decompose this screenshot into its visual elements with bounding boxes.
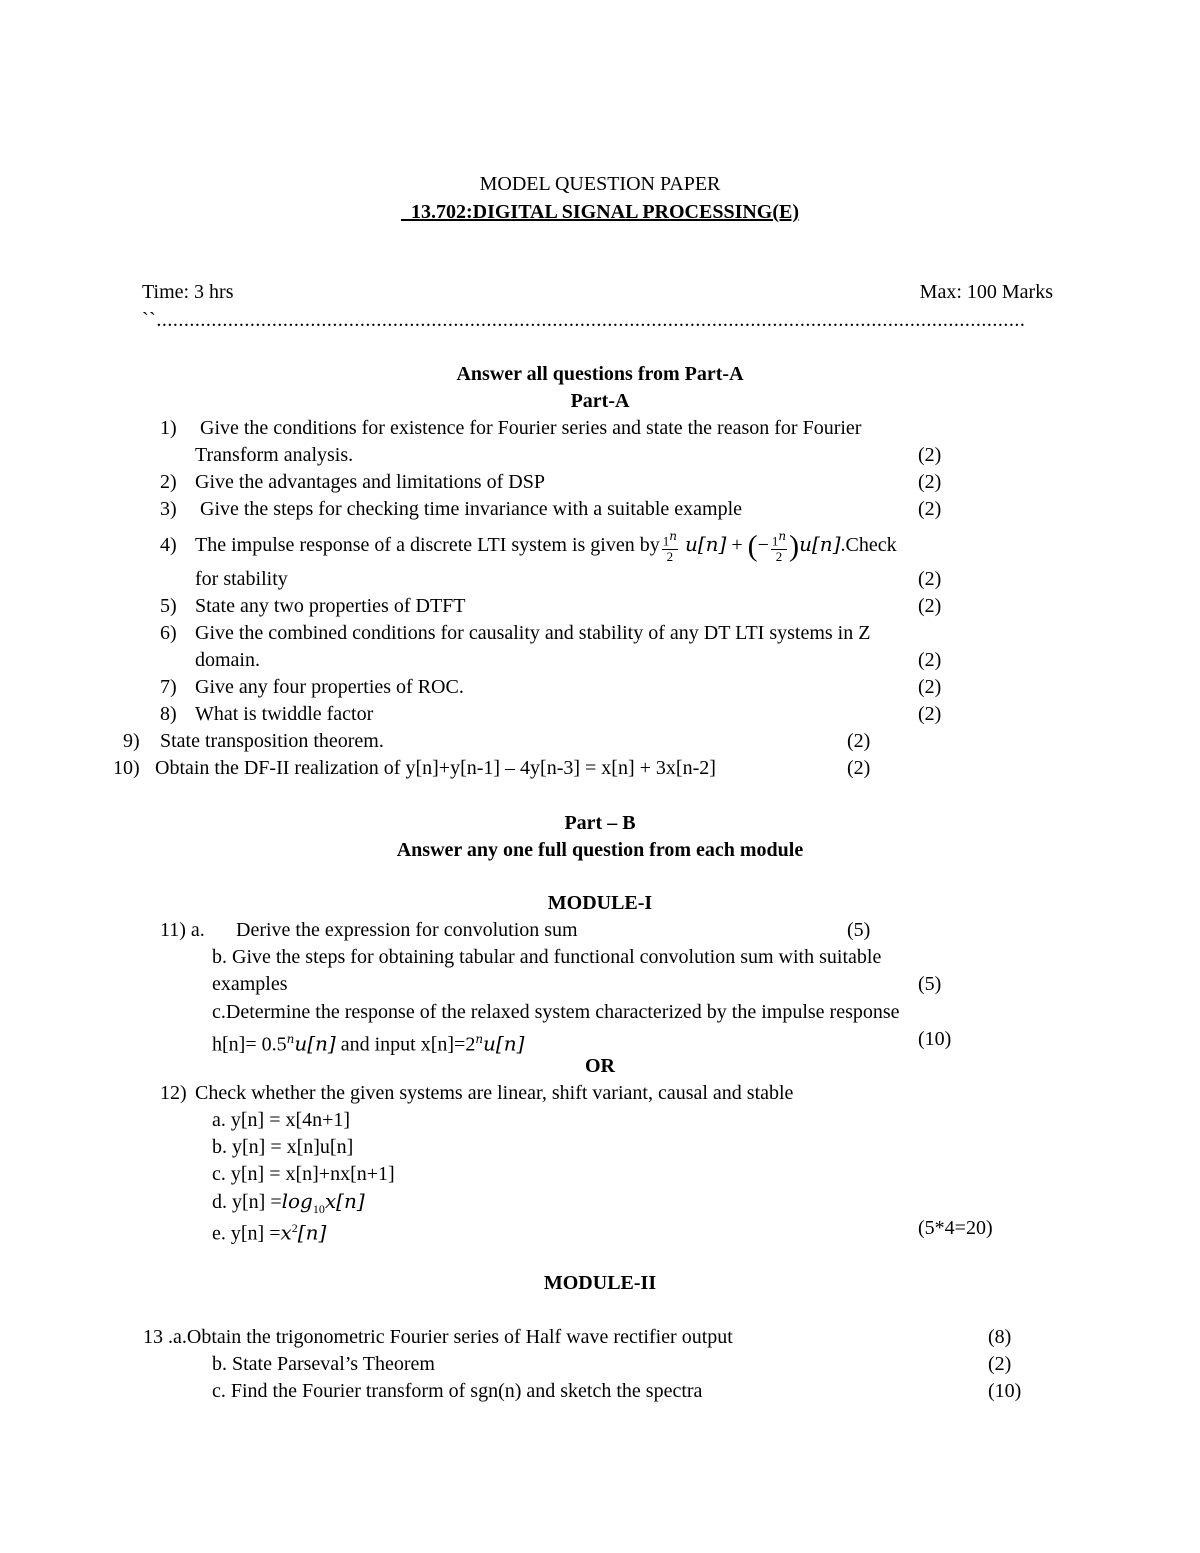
question-text: Give the conditions for existence for Fourier series and state the reason for Fourier — [200, 417, 862, 439]
question-text: Give the steps for checking time invariance with a suitable example — [200, 498, 743, 520]
question-number: 2) — [160, 471, 177, 493]
question-text: State transposition theorem. — [160, 730, 384, 752]
module-1-heading: MODULE-I — [547, 892, 653, 914]
question-text-cont: for stability — [195, 568, 288, 590]
question-marks: (2) — [918, 649, 942, 671]
question-number: 3) — [160, 498, 177, 520]
question-13c-text: c. Find the Fourier transform of sgn(n) and sketch the spectra — [212, 1380, 703, 1402]
question-11c-text: c.Determine the response of the relaxed system characterized by the impulse response — [212, 1001, 900, 1023]
question-text: Give the advantages and limitations of DSP — [195, 471, 545, 493]
question-text: The impulse response of a discrete LTI system is given by $\frac{1^n}{2}$ u[n] + (− $\frac{1^n}{2}$ )u[n].Check — [195, 529, 897, 564]
x-arg: [n] — [297, 1220, 327, 1245]
question-marks: (5) — [918, 973, 942, 995]
frac-exp: n — [669, 529, 677, 544]
plus-sign: + — [731, 534, 743, 556]
x-var: x — [280, 1220, 292, 1245]
question-marks: (10) — [988, 1380, 1022, 1402]
fraction-neg-half — [771, 529, 787, 563]
question-marks: (2) — [918, 703, 942, 725]
question-marks: (2) — [988, 1353, 1012, 1375]
module-2-heading: MODULE-II — [543, 1272, 657, 1294]
h-exp: n — [286, 1032, 295, 1046]
question-marks: (8) — [988, 1326, 1012, 1348]
x-unit-step: u[n] — [483, 1031, 525, 1056]
question-marks: (2) — [918, 471, 942, 493]
log-text: log — [281, 1189, 313, 1213]
page-title: MODEL QUESTION PAPER — [479, 173, 721, 195]
question-12b: b. y[n] = x[n]u[n] — [212, 1136, 354, 1158]
question-marks: (2) — [847, 730, 871, 752]
unit-step: u[n] — [799, 532, 841, 556]
question-number: 8) — [160, 703, 177, 725]
question-marks: (2) — [847, 757, 871, 779]
question-number: 9) — [123, 730, 140, 752]
x-square: 2 — [291, 1221, 298, 1235]
question-number: 1) — [160, 417, 177, 439]
question-text: Derive the expression for convolution sum — [236, 919, 578, 941]
question-number: 11) a. — [160, 919, 205, 941]
question-11b-text: b. Give the steps for obtaining tabular and functional convolution sum with suitable — [212, 946, 882, 968]
question-text: What is twiddle factor — [195, 703, 374, 725]
question-marks: (5*4=20) — [918, 1217, 993, 1239]
minus-sign: − — [757, 534, 769, 556]
h-unit-step: u[n] — [294, 1031, 336, 1056]
question-number: 5) — [160, 595, 177, 617]
subject-title — [0, 200, 1200, 224]
frac-den: 2 — [666, 548, 674, 564]
dotted-divider: ``.............................................................................................................................................................. — [142, 309, 1026, 331]
question-number: 7) — [160, 676, 177, 698]
x-exp: n — [475, 1032, 484, 1046]
log-arg: x[n] — [324, 1189, 365, 1213]
q12e-prefix: e. y[n] = — [212, 1222, 281, 1245]
q12d-prefix: d. y[n] = — [212, 1191, 282, 1213]
question-text-lead: The impulse response of a discrete LTI system is given by — [195, 534, 660, 556]
question-marks: (5) — [847, 919, 871, 941]
question-marks: (2) — [918, 676, 942, 698]
question-marks: (2) — [918, 595, 942, 617]
h-base: 0.5 — [261, 1033, 287, 1056]
question-text: Give any four properties of ROC. — [195, 676, 464, 698]
x-base: 2 — [465, 1033, 476, 1056]
frac-den: 2 — [775, 548, 783, 564]
question-text-cont: domain. — [195, 649, 260, 671]
frac-num: 1 — [662, 533, 670, 549]
question-12c: c. y[n] = x[n]+nx[n+1] — [212, 1163, 395, 1185]
question-11c-formula — [212, 1027, 524, 1057]
frac-exp: n — [778, 529, 787, 544]
h-prefix: h[n]= — [212, 1033, 262, 1056]
question-12a: a. y[n] = x[4n+1] — [212, 1109, 351, 1131]
question-number: 4) — [160, 534, 177, 556]
question-marks: (2) — [918, 498, 942, 520]
question-number: 10) — [113, 757, 140, 779]
part-a-instruction: Answer all questions from Part-A — [456, 363, 744, 385]
question-11b-text-cont: examples — [212, 973, 288, 995]
part-b-instruction: Answer any one full question from each module — [396, 839, 804, 861]
time-label: Time: 3 hrs — [142, 281, 234, 303]
question-marks: (10) — [918, 1028, 952, 1050]
unit-step: u[n] — [684, 532, 727, 556]
question-13a-text: 13 .a.Obtain the trigonometric Fourier series of Half wave rectifier output — [143, 1326, 733, 1348]
question-text: Give the combined conditions for causality and stability of any DT LTI systems in Z — [195, 622, 871, 644]
question-text: Obtain the DF-II realization of y[n]+y[n-1] – 4y[n-3] = x[n] + 3x[n-2] — [155, 757, 716, 779]
frac-num: 1 — [771, 533, 779, 549]
fraction-one-half — [662, 529, 678, 563]
part-b-heading: Part – B — [564, 812, 636, 834]
question-marks: (2) — [918, 444, 942, 466]
question-text: State any two properties of DTFT — [195, 595, 466, 617]
check-text: .Check — [840, 534, 897, 556]
question-marks: (2) — [918, 568, 942, 590]
question-text-cont: Transform analysis. — [195, 444, 354, 466]
question-number: 6) — [160, 622, 177, 644]
question-12e — [212, 1216, 326, 1246]
or-divider: OR — [585, 1055, 615, 1077]
question-number: 12) — [160, 1082, 187, 1104]
part-a-heading: Part-A — [570, 390, 630, 412]
question-text: Check whether the given systems are linear, shift variant, causal and stable — [195, 1082, 794, 1104]
mid-text: and input x[n]= — [335, 1033, 466, 1056]
question-13b-text: b. State Parseval’s Theorem — [212, 1353, 435, 1375]
log-base: 10 — [312, 1202, 325, 1216]
max-marks-label: Max: 100 Marks — [919, 281, 1053, 303]
subject-text: 13.702:DIGITAL SIGNAL PROCESSING(E) — [410, 201, 800, 223]
